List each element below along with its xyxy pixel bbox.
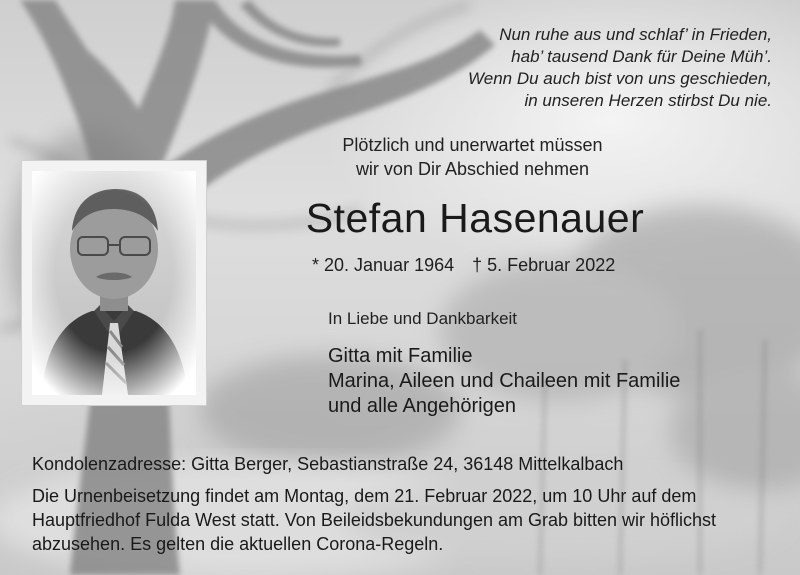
deceased-name: Stefan Hasenauer (305, 195, 645, 241)
notice-line: Die Urnenbeisetzung findet am Montag, dem 21. Februar 2022, um 10 Uhr auf dem (32, 486, 697, 506)
mourner-line: Marina, Aileen und Chaileen mit Familie (328, 370, 681, 392)
mourners-list (328, 344, 680, 419)
poem-line: hab’ tausend Dank für Deine Müh’. (511, 47, 772, 66)
intro-line: Plötzlich und unerwartet müssen (342, 135, 603, 155)
intro-text (300, 133, 645, 181)
poem-line: Wenn Du auch bist von uns geschieden, (468, 69, 772, 88)
intro-line: wir von Dir Abschied nehmen (355, 159, 590, 179)
love-gratitude-line: In Liebe und Dankbarkeit (328, 309, 518, 328)
condolence-address: Kondolenzadresse: Gitta Berger, Sebastianstraße 24, 36148 Mittelkalbach (32, 454, 624, 474)
birth-date: * 20. Januar 1964 (312, 255, 455, 275)
portrait-photo (32, 171, 196, 395)
mourner-line: und alle Angehörigen (328, 395, 516, 417)
notice-line: abzusehen. Es gelten die aktuellen Corona-Regeln. (32, 534, 444, 554)
notice-line: Hauptfriedhof Fulda West statt. Von Beileidsbekundungen am Grab bitten wir höflichst (32, 510, 717, 530)
poem-line: Nun ruhe aus und schlaf’ in Frieden, (499, 25, 772, 44)
memorial-poem (352, 24, 772, 112)
portrait-frame (22, 161, 206, 405)
mourner-line: Gitta mit Familie (328, 345, 473, 367)
death-date: † 5. Februar 2022 (472, 255, 616, 275)
funeral-notice (32, 484, 782, 556)
poem-line: in unseren Herzen stirbst Du nie. (524, 91, 772, 110)
life-dates (312, 253, 615, 277)
